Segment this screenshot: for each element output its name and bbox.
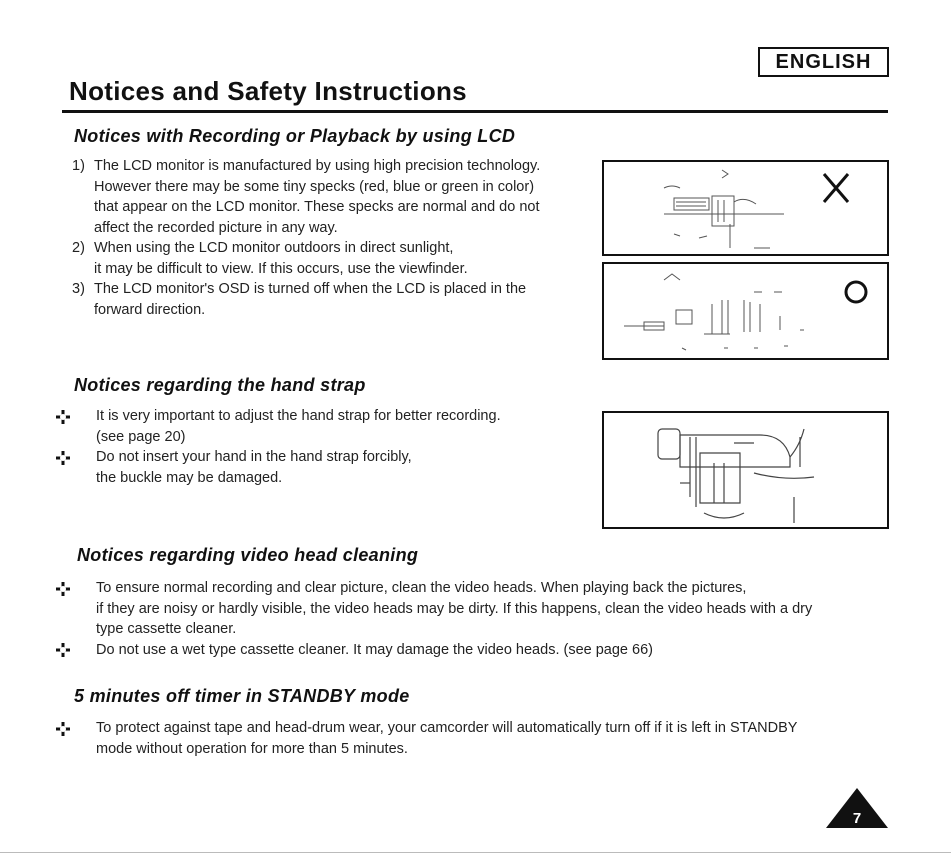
camcorder-hand-strap-icon <box>604 413 887 527</box>
bullet-icon <box>54 641 72 659</box>
list-item-line: affect the recorded picture in any way. <box>94 219 338 236</box>
circle-mark <box>846 282 866 302</box>
bullet-icon <box>54 720 72 738</box>
strap-section-heading: Notices regarding the hand strap <box>74 375 366 395</box>
list-item-line: forward direction. <box>94 301 206 318</box>
list-item-line: that appear on the LCD monitor. These specks are normal and do not <box>94 199 540 215</box>
list-item-line: Do not insert your hand in the hand strap forcibly, <box>96 449 412 465</box>
strap-notice-list <box>54 406 574 496</box>
lcd-correct-illustration <box>602 262 889 360</box>
camcorder-sketch-icon <box>604 162 887 254</box>
list-item-line: The LCD monitor is manufactured by using high precision technology. <box>94 158 541 174</box>
list-item-line: type cassette cleaner. <box>96 621 237 637</box>
timer-notice-list <box>54 718 914 762</box>
title-rule <box>62 110 888 113</box>
head-cleaning-section-heading: Notices regarding video head cleaning <box>77 545 419 565</box>
item-number: 3) <box>72 281 85 297</box>
list-item-line: the buckle may be damaged. <box>96 469 283 486</box>
bullet-icon <box>54 408 72 426</box>
page-number-triangle-icon <box>824 786 890 830</box>
page-number: 7 <box>852 810 862 827</box>
item-number: 2) <box>72 240 85 256</box>
list-item-line: The LCD monitor's OSD is turned off when the LCD is placed in the <box>94 281 527 297</box>
list-item-line: To protect against tape and head-drum wear, your camcorder will automatically turn off if it is left in STANDBY <box>96 720 798 736</box>
list-item-line: it may be difficult to view. If this occurs, use the viewfinder. <box>94 260 468 277</box>
list-item-line: To ensure normal recording and clear picture, clean the video heads. When playing back the pictures, <box>96 580 747 596</box>
page-bottom-border <box>0 852 951 853</box>
bullet-icon <box>54 449 72 467</box>
item-number: 1) <box>72 158 85 174</box>
list-item-line: if they are noisy or hardly visible, the video heads may be dirty. If this happens, clean the video heads with a dry <box>96 600 813 617</box>
camcorder-sketch-icon <box>604 264 887 358</box>
page-title: Notices and Safety Instructions <box>69 76 467 106</box>
bullet-icon <box>54 580 72 598</box>
lcd-section-heading: Notices with Recording or Playback by using LCD <box>74 126 516 146</box>
list-item-line: When using the LCD monitor outdoors in direct sunlight, <box>94 240 454 256</box>
list-item-line: mode without operation for more than 5 minutes. <box>96 740 408 757</box>
list-item-line: (see page 20) <box>96 428 186 445</box>
hand-strap-illustration <box>602 411 889 529</box>
list-item-line: However there may be some tiny specks (red, blue or green in color) <box>94 178 535 195</box>
list-item-line: It is very important to adjust the hand strap for better recording. <box>96 408 501 424</box>
cross-mark <box>824 174 848 202</box>
timer-section-heading: 5 minutes off timer in STANDBY mode <box>74 686 410 706</box>
lcd-incorrect-illustration <box>602 160 889 256</box>
language-label: ENGLISH <box>758 47 889 77</box>
lcd-notice-list <box>72 156 592 336</box>
head-cleaning-notice-list <box>54 578 914 668</box>
list-item-line: Do not use a wet type cassette cleaner. It may damage the video heads. (see page 66) <box>96 641 653 658</box>
